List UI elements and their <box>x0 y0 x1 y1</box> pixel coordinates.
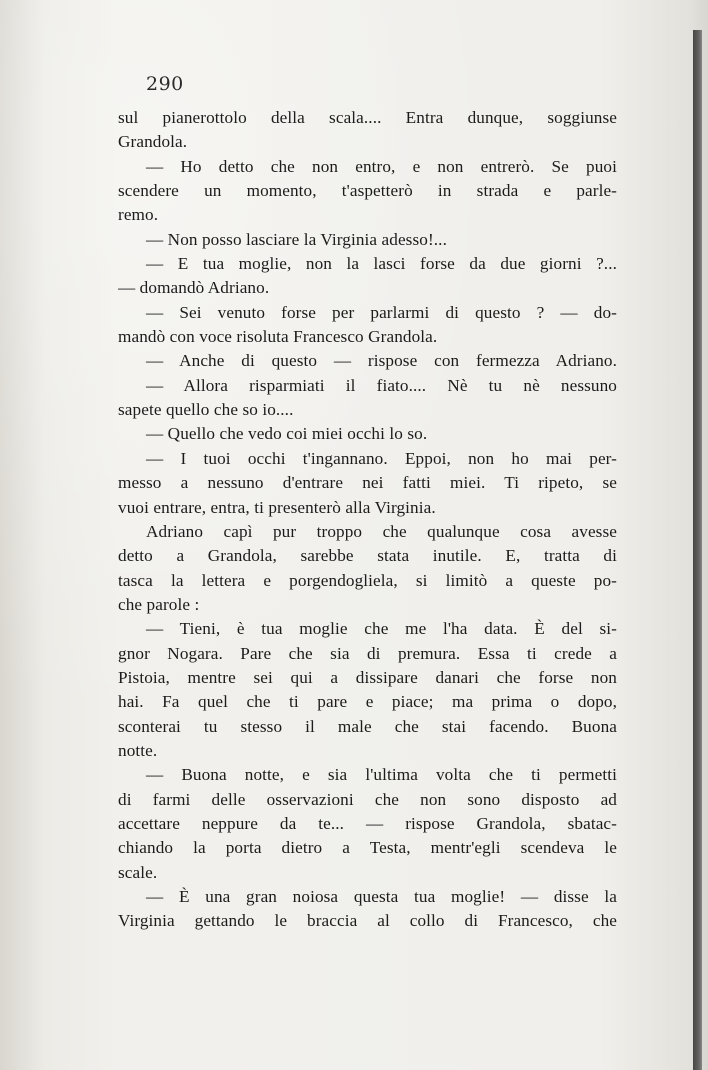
text-line: gnor Nogara. Pare che sia di premura. Essa ti crede a <box>118 643 617 663</box>
text-line: — domandò Adriano. <box>118 278 270 298</box>
text-line: notte. <box>118 740 158 760</box>
text-line: — È una gran noiosa questa tua moglie! — disse la <box>146 887 617 906</box>
text-line: Virginia gettando le braccia al collo di Francesco, che <box>118 911 617 931</box>
text-line: — I tuoi occhi t'ingannano. Eppoi, non ho mai per- <box>146 448 617 468</box>
text-line: — Anche di questo — rispose con fermezza Adriano. <box>146 351 617 371</box>
text-line: messo a nessuno d'entrare nei fatti miei. Ti ripeto, se <box>118 473 617 493</box>
text-line: — Non posso lasciare la Virginia adesso!... <box>146 229 447 249</box>
text-line: detto a Grandola, sarebbe stata inutile. E, tratta di <box>118 546 617 566</box>
text-line: chiando la porta dietro a Testa, mentr'egli scendeva le <box>118 838 617 858</box>
text-line: scendere un momento, t'aspetterò in strada e parle- <box>118 181 617 201</box>
text-line: — Buona notte, e sia l'ultima volta che ti permetti <box>146 765 617 785</box>
text-line: che parole : <box>118 594 200 614</box>
text-line: Pistoia, mentre sei qui a dissipare danari che forse non <box>118 667 617 687</box>
text-line: — Sei venuto forse per parlarmi di questo ? — do- <box>146 302 617 322</box>
text-line: sul pianerottolo della scala.... Entra dunque, soggiunse <box>118 108 617 127</box>
text-line: — Quello che vedo coi miei occhi lo so. <box>146 424 428 444</box>
text-line: sapete quello che so io.... <box>118 400 294 420</box>
text-line: — Ho detto che non entro, e non entrerò. Se puoi <box>146 156 617 176</box>
text-line: — Tieni, è tua moglie che me l'ha data. È del si- <box>146 619 617 639</box>
text-line: di farmi delle osservazioni che non sono disposto ad <box>118 789 617 809</box>
text-line: sconterai tu stesso il male che stai facendo. Buona <box>118 716 617 736</box>
text-line: Adriano capì pur troppo che qualunque cosa avesse <box>146 521 617 541</box>
body-text <box>118 106 617 934</box>
text-line: — Allora risparmiati il fiato.... Nè tu nè nessuno <box>146 375 617 395</box>
text-line: mandò con voce risoluta Francesco Grandola. <box>118 327 438 347</box>
text-line: hai. Fa quel che ti pare e piace; ma prima o dopo, <box>118 692 617 712</box>
text-line: — E tua moglie, non la lasci forse da due giorni ?... <box>146 254 617 274</box>
text-line: remo. <box>118 205 159 225</box>
text-line: scale. <box>118 862 158 882</box>
text-line: tasca la lettera e porgendogliela, si limitò a queste po- <box>118 570 617 590</box>
text-line: vuoi entrare, entra, ti presenterò alla Virginia. <box>118 497 436 517</box>
text-line: accettare neppure da te... — rispose Grandola, sbatac- <box>118 813 617 833</box>
text-line: Grandola. <box>118 132 188 152</box>
page-edge-shadow <box>693 30 702 1070</box>
page-number: 290 <box>146 73 184 95</box>
